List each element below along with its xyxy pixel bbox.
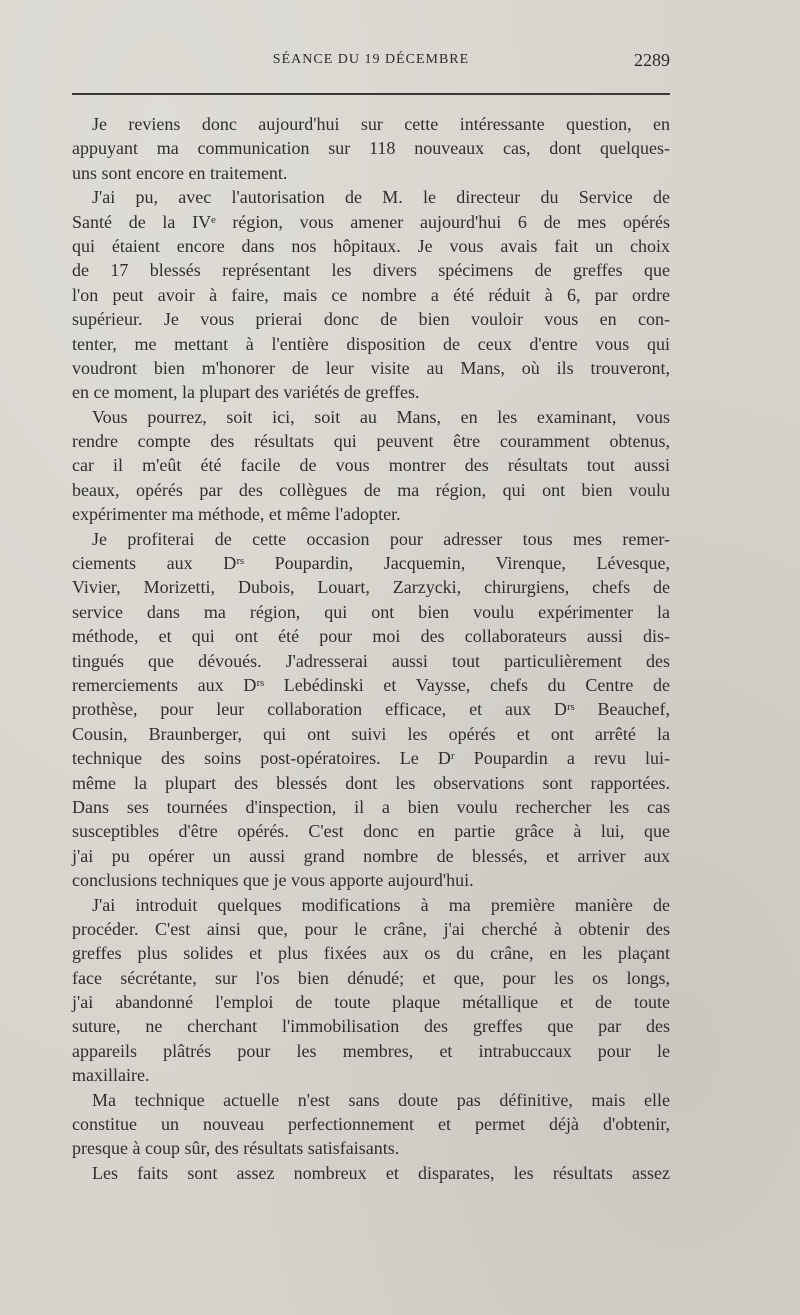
- text-line: Cousin, Braunberger, qui ont suivi les opérés et ont arrêté la: [72, 723, 670, 744]
- text-line: Je profiterai de cette occasion pour adresser tous mes remer-: [92, 528, 670, 549]
- text-line: tingués que dévoués. J'adresserai aussi tout particulièrement des: [72, 650, 670, 671]
- text-line: supérieur. Je vous prierai donc de bien vouloir vous en con-: [72, 309, 670, 330]
- text-line: qui étaient encore dans nos hôpitaux. Je vous avais fait un choix: [72, 235, 670, 256]
- text-line: beaux, opérés par des collègues de ma région, qui ont bien voulu: [72, 479, 670, 500]
- text-line: constitue un nouveau perfectionnement et permet déjà d'obtenir,: [72, 1114, 670, 1135]
- text-line: Les faits sont assez nombreux et disparates, les résultats assez: [92, 1162, 670, 1183]
- text-line: J'ai pu, avec l'autorisation de M. le directeur du Service de: [92, 187, 670, 208]
- text-line: même la plupart des blessés dont les observations sont rapportées.: [72, 772, 670, 793]
- text-line: expérimenter ma méthode, et même l'adopter.: [72, 504, 401, 525]
- text-line: maxillaire.: [72, 1065, 150, 1086]
- header-rule: [72, 93, 670, 95]
- text-line: j'ai pu opérer un aussi grand nombre de blessés, et arriver aux: [72, 845, 670, 866]
- text-line: greffes plus solides et plus fixées aux os du crâne, en les plaçant: [72, 943, 670, 964]
- text-line: Je reviens donc aujourd'hui sur cette intéressante question, en: [92, 114, 670, 134]
- text-line: conclusions techniques que je vous apporte aujourd'hui.: [72, 870, 474, 891]
- text-line: suture, ne cherchant l'immobilisation des greffes que par des: [72, 1016, 670, 1037]
- text-line: Vivier, Morizetti, Dubois, Louart, Zarzycki, chirurgiens, chefs de: [72, 577, 670, 598]
- text-line: j'ai abandonné l'emploi de toute plaque métallique et de toute: [72, 992, 670, 1013]
- text-line: presque à coup sûr, des résultats satisfaisants.: [72, 1138, 400, 1159]
- text-line: ciements aux Dʳˢ Poupardin, Jacquemin, Virenque, Lévesque,: [72, 553, 670, 574]
- text-line: technique des soins post-opératoires. Le Dʳ Poupardin a revu lui-: [72, 748, 670, 769]
- text-line: prothèse, pour leur collaboration efficace, et aux Dʳˢ Beauchef,: [72, 699, 670, 720]
- text-line: rendre compte des résultats qui peuvent être couramment obtenus,: [72, 431, 670, 452]
- text-line: face sécrétante, sur l'os bien dénudé; et que, pour les os longs,: [72, 967, 670, 988]
- text-line: voudront bien m'honorer de leur visite au Mans, où ils trouveront,: [72, 357, 670, 378]
- text-line: J'ai introduit quelques modifications à ma première manière de: [92, 894, 670, 915]
- text-line: méthode, et qui ont été pour moi des collaborateurs aussi dis-: [72, 626, 670, 647]
- text-line: de 17 blessés représentant les divers spécimens de greffes que: [72, 260, 670, 281]
- text-line: service dans ma région, qui ont bien voulu expérimenter la: [72, 601, 670, 622]
- text-line: en ce moment, la plupart des variétés de greffes.: [72, 382, 420, 403]
- text-line: Dans ses tournées d'inspection, il a bien voulu rechercher les cas: [72, 796, 670, 817]
- text-line: Ma technique actuelle n'est sans doute pas définitive, mais elle: [92, 1089, 670, 1110]
- text-line: Vous pourrez, soit ici, soit au Mans, en les examinant, vous: [92, 406, 670, 427]
- text-line: appuyant ma communication sur 118 nouveaux cas, dont quelques-: [72, 138, 670, 159]
- text-line: procéder. C'est ainsi que, pour le crâne, j'ai cherché à obtenir des: [72, 918, 670, 939]
- running-head: SÉANCE DU 19 DÉCEMBRE: [272, 52, 470, 67]
- page-number: 2289: [634, 50, 670, 70]
- body-text: [72, 112, 670, 1185]
- text-line: car il m'eût été facile de vous montrer des résultats tout aussi: [72, 455, 670, 476]
- text-line: tenter, me mettant à l'entière disposition de ceux d'entre vous qui: [72, 333, 670, 354]
- page-header: [72, 52, 670, 78]
- text-line: susceptibles d'être opérés. C'est donc en partie grâce à lui, que: [72, 821, 670, 842]
- text-line: remerciements aux Dʳˢ Lebédinski et Vaysse, chefs du Centre de: [72, 674, 670, 695]
- text-line: l'on peut avoir à faire, mais ce nombre a été réduit à 6, par ordre: [72, 284, 670, 305]
- text-line: Santé de la IVᵉ région, vous amener aujourd'hui 6 de mes opérés: [72, 211, 670, 232]
- text-line: uns sont encore en traitement.: [72, 162, 288, 183]
- text-line: appareils plâtrés pour les membres, et intrabuccaux pour le: [72, 1040, 670, 1061]
